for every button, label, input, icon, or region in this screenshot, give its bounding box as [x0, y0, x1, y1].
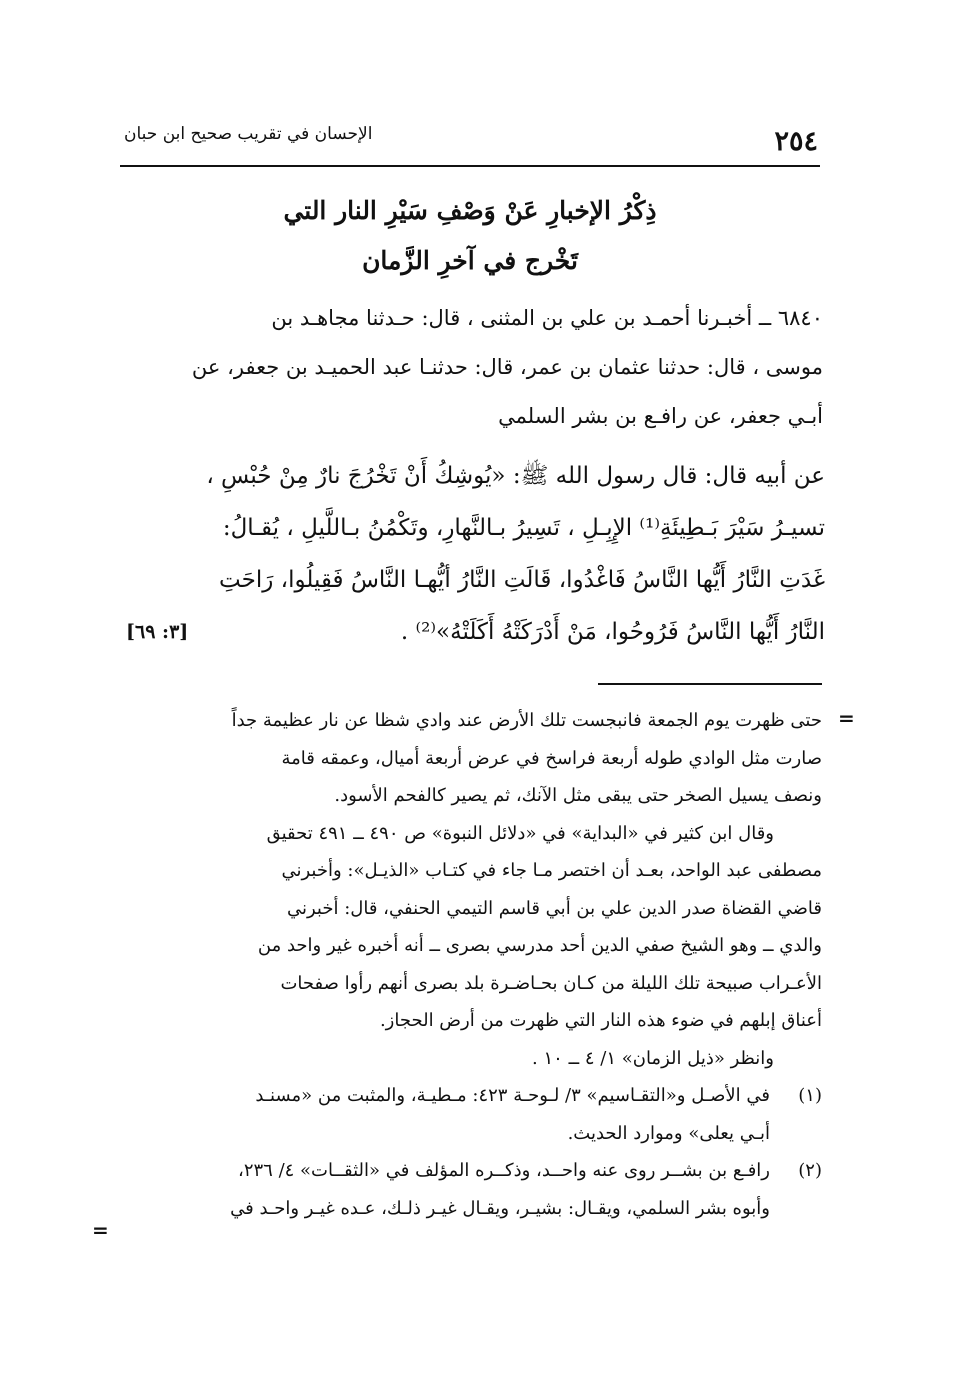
footnote-line: رافـع بن بشــر روى عنه واحــد، وذكــره المؤلف في «الثقــات» ٤/ ٢٣٦، — [238, 1160, 770, 1181]
footnote-1 — [122, 1077, 822, 1152]
isnad-line: ٦٨٤٠ ــ أخبـرنا أحمـد بن علي بن المثنى ، قال: حـدثنا مجاهـد بن — [271, 306, 823, 330]
running-header — [120, 118, 820, 162]
chapter-title-line: ذِكْرُ الإخبارِ عَنْ وَصْفِ سَيْرِ النار التي — [283, 196, 657, 225]
page-number: ٢٥٤ — [774, 126, 818, 157]
header-rule — [120, 165, 820, 167]
footnote-line: صارت مثل الوادي طوله أربعة فراسخ في عرض أربعة أميال، وعمقه قامة — [281, 747, 822, 769]
footnote-number: (١) — [798, 1085, 822, 1106]
footnote-line: وأبوه بشر السلمي، ويقـال: بشيـر، ويقـال غيـر ذلـك، عـده غيـر واحـد في — [230, 1197, 770, 1219]
footnote-see-also: وانظر «ذيل الزمان» ١/ ٤ ــ ١٠ . — [532, 1047, 774, 1069]
matn-line: غَدَتِ النَّارُ أَيُّها النَّاسُ فَاغْدُوا، قَالَتِ النَّارُ أيُّهـا النَّاسُ فَقِيلُوا، رَاحَتِ — [219, 567, 825, 593]
isnad-line: أبـي جعفر، عن رافـع بن بشر السلمي — [498, 404, 823, 428]
hadith-matn — [120, 450, 825, 658]
footnote-2 — [122, 1152, 822, 1227]
running-title: الإحسان في تقريب صحيح ابن حبان — [124, 124, 373, 144]
footnote-line: أبـي يعلى» وموارد الحديث. — [567, 1122, 770, 1144]
matn-line: النَّارُ أَيُّها النَّاسُ فَرُوحُوا، مَنْ أَدْرَكَتْهُ أَكَلَتْهُ»⁽²⁾ . — [400, 619, 825, 645]
footnote-line: وقال ابن كثير في «البداية» في «دلائل النبوة» ص ٤٩٠ ــ ٤٩١ تحقيق — [266, 822, 774, 844]
footnote-number: (٢) — [798, 1160, 822, 1181]
footnote-line: قاضي القضاة صدر الدين علي بن أبي قاسم التيمي الحنفي، قال: أخبرني — [286, 897, 822, 919]
footnote-line: مصطفى عبد الواحد، بعـد أن اختصر مـا جاء في كتـاب «الذيـل»: وأخبرني — [281, 860, 822, 881]
continuation-mark: = — [838, 706, 855, 730]
footnote-line: حتى ظهرت يوم الجمعة فانبجست تلك الأرض عند وادي شظا عن نار عظيمة جداً — [231, 710, 822, 731]
footnotes — [122, 702, 822, 1227]
footnote-line: والدي ــ وهو الشيخ صفي الدين أحد مدرسي بصرى ــ أنه أخبره غير واحد من — [257, 935, 822, 956]
matn-last-line — [120, 606, 825, 658]
footnote-line: الأعـراب صبيحة تلك الليلة من كـان بحـاضـرة بلد بصرى أنهم رأوا صفحات — [280, 972, 822, 994]
bottom-continuation-mark: = — [92, 1218, 109, 1242]
footnote-line: أعناق إبلهم في ضوء هذه النار التي ظهرت من أرض الحجاز. — [379, 1010, 822, 1031]
chapter-title — [120, 186, 820, 286]
footnote-line: ونصف يسيل الصخر حتى يبقى مثل الآنك، ثم يصير كالفحم الأسود. — [334, 785, 822, 806]
footnote-line: في الأصـل و«التقـاسيم» ٣/ لـوحـة ٤٢٣: مـطيـة، والمثبت من «مسنـد — [255, 1085, 770, 1106]
hadith-reference: [٣: ٦٩] — [126, 621, 189, 643]
matn-line: تسيـرُ سَيْرَ بَـطِيئَةِ⁽¹⁾ الإِبِـلِ ، تَسِيرُ بـالنَّهارِ، وتَكْمُنُ بـاللَّيلِ ، يُقـالُ: — [222, 515, 825, 541]
isnad-line: موسى ، قال: حدثنا عثمان بن عمر، قال: حدثنـا عبد الحميـد بن جعفر، عن — [191, 355, 823, 379]
hadith-isnad — [125, 294, 823, 441]
chapter-title-line: تَخْرج في آخرِ الزَّمان — [362, 246, 578, 275]
footnote-separator — [598, 683, 822, 685]
matn-line: عن أبيه قال: قال رسول الله ﷺ: «يُوشِكُ أَنْ تَخْرُجَ نارٌ مِنْ حُبْسِ ، — [206, 463, 825, 489]
